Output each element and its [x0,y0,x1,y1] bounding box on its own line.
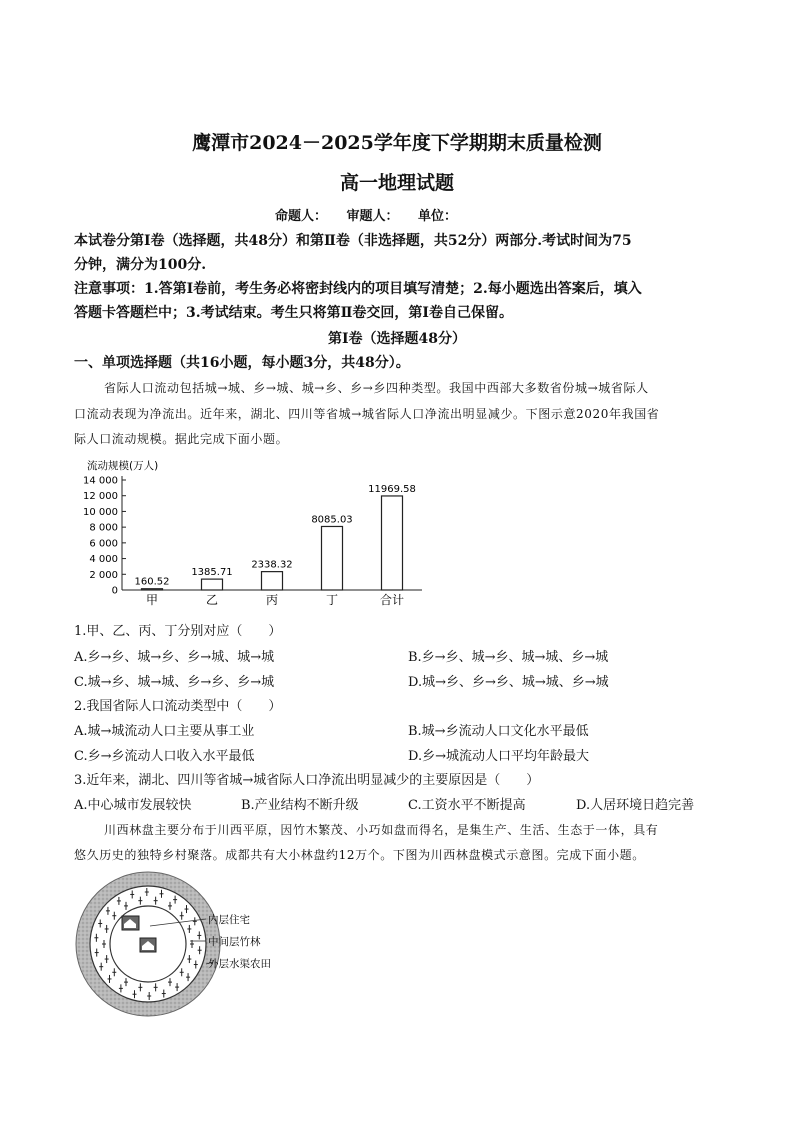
population-flow-chart [70,452,430,612]
q3-option-d[interactable]: D.人居环境日趋完善 [576,798,695,813]
bar [382,496,403,590]
exam-subtitle: 高一地理试题 [339,172,454,194]
q1-option-c[interactable]: C.城→乡、城→城、乡→乡、乡→城 [74,675,275,690]
section-heading: 一、单项选择题（共16小题，每小题3分，共48分）。 [74,355,410,371]
q3-option-b[interactable]: B.产业结构不断升级 [241,798,359,813]
bar [202,579,223,590]
y-tick-label: 12 000 [83,491,118,503]
q2-stem: 2.我国省际人口流动类型中（ ） [74,699,282,714]
passage1-line-1: 省际人口流动包括城→城、乡→城、城→乡、乡→乡四种类型。我国中西部大多数省份城→城省际人 [104,381,649,395]
bar-value-label: 8085.03 [311,514,353,526]
q3-option-a[interactable]: A.中心城市发展较快 [74,798,192,813]
house-icon [122,916,139,930]
q2-option-c[interactable]: C.乡→乡流动人口收入水平最低 [74,749,255,764]
linpan-diagram [70,866,310,1026]
y-tick-label: 8 000 [89,522,118,534]
instructions-line-3: 注意事项：1.答第Ⅰ卷前，考生务必将密封线内的项目填写清楚；2.每小题选出答案后，填入 [74,281,642,297]
instructions-line-1: 本试卷分第Ⅰ卷（选择题，共48分）和第Ⅱ卷（非选择题，共52分）两部分.考试时间为75 [74,233,632,249]
passage1-line-3: 际人口流动规模。据此完成下面小题。 [74,432,289,446]
q1-option-b[interactable]: B.乡→乡、城→乡、城→城、乡→城 [408,650,609,665]
instructions-line-4: 答题卡答题栏中；3.考试结束。考生只将第Ⅱ卷交回，第Ⅰ卷自己保留。 [74,305,513,321]
q2-option-d[interactable]: D.乡→城流动人口平均年龄最大 [408,749,589,764]
bar-value-label: 1385.71 [191,567,233,579]
exam-title: 鹰潭市2024－2025学年度下学期期末质量检测 [192,132,602,154]
passage1-line-2: 口流动表现为净流出。近年来，湖北、四川等省城→城省际人口净流出明显减少。下图示意2020年我国省 [74,407,660,421]
bar [322,526,343,590]
bar-value-label: 2338.32 [251,559,293,571]
category-label: 甲 [145,593,159,607]
bar [262,572,283,590]
bar-value-label: 160.52 [134,576,170,588]
category-label: 丙 [265,593,279,607]
label-inner-residence: 内层住宅 [208,914,250,926]
y-tick-label: 2 000 [89,569,118,581]
chart-ylabel: 流动规模(万人) [87,460,159,472]
y-tick-label: 10 000 [83,506,118,518]
q1-option-a[interactable]: A.乡→乡、城→乡、乡→城、城→城 [74,650,275,665]
y-tick-label: 14 000 [83,475,118,487]
bar [142,589,163,590]
author-info: 命题人： 审题人： 单位： [275,209,458,224]
house-icon [140,938,156,952]
passage2-line-1: 川西林盘主要分布于川西平原，因竹木繁茂、小巧如盘而得名，是集生产、生活、生态于一体，具有 [104,823,659,837]
bar-value-label: 11969.58 [368,483,416,495]
passage2-line-2: 悠久历史的独特乡村聚落。成都共有大小林盘约12万个。下图为川西林盘模式示意图。完成下面小题。 [74,848,645,862]
q1-stem: 1.甲、乙、丙、丁分别对应（ ） [74,624,282,639]
q2-option-a[interactable]: A.城→城流动人口主要从事工业 [74,724,255,739]
q3-option-c[interactable]: C.工资水平不断提高 [408,798,526,813]
category-label: 乙 [205,593,219,607]
y-tick-label: 6 000 [89,538,118,550]
y-tick-label: 4 000 [89,554,118,566]
category-label: 丁 [325,593,339,607]
part1-heading: 第Ⅰ卷（选择题48分） [327,331,467,347]
y-tick-label: 0 [111,585,118,597]
q2-option-b[interactable]: B.城→乡流动人口文化水平最低 [408,724,589,739]
label-bamboo: 中间层竹林 [208,936,261,948]
q1-option-d[interactable]: D.城→乡、乡→乡、城→城、乡→城 [408,675,609,690]
instructions-line-2: 分钟，满分为100分. [74,257,207,273]
q3-stem: 3.近年来，湖北、四川等省城→城省际人口净流出明显减少的主要原因是（ ） [74,773,540,788]
label-outer-field: 外层水渠农田 [208,958,271,970]
category-label: 合计 [379,593,405,607]
